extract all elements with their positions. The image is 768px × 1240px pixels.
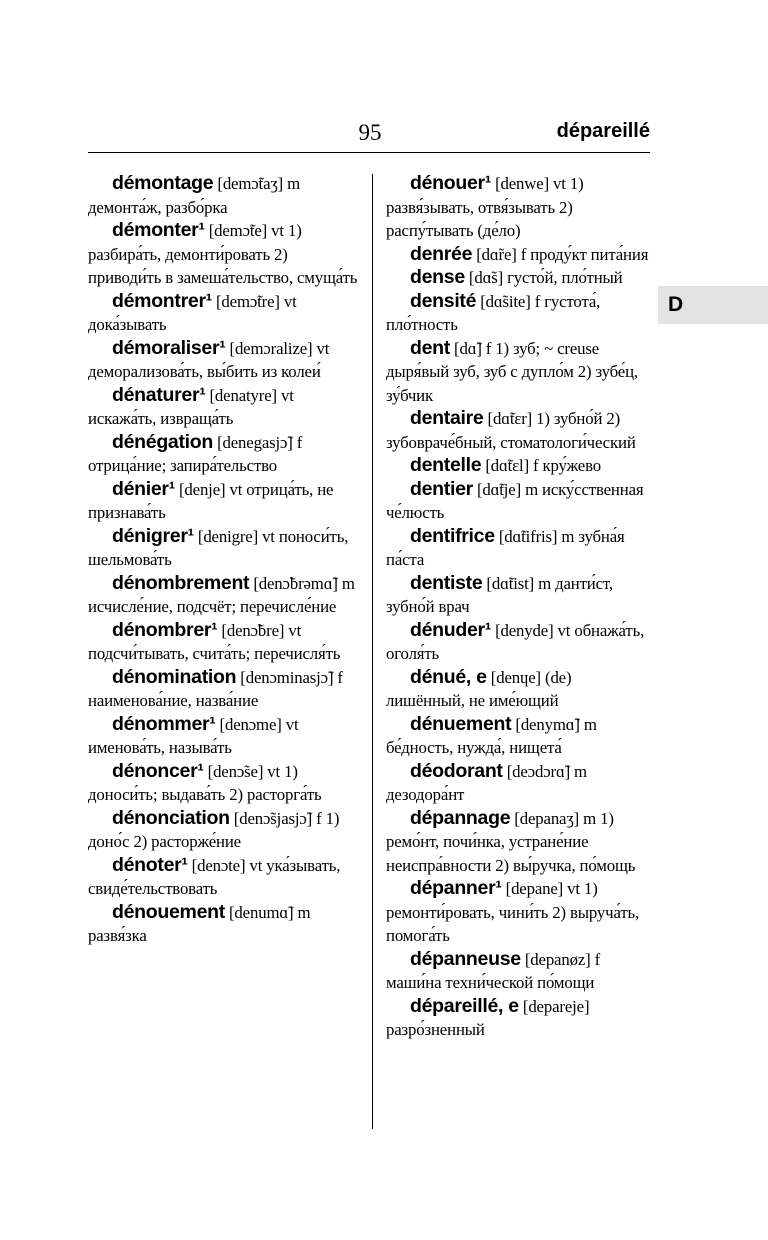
- thumb-index-letter: D: [668, 293, 684, 316]
- entry-body: [denɔ̃bre] vt подсчи́тывать, счита́ть; перечисля́ть: [88, 620, 341, 663]
- dictionary-entry: [88, 478, 360, 525]
- entry-body: [dɑ̃tifris] m зубна́я па́ста: [386, 526, 625, 569]
- dictionary-entry: [88, 384, 360, 431]
- dictionary-entry: [386, 407, 650, 454]
- entry-headword: densité: [410, 289, 477, 312]
- dictionary-entry: [88, 760, 360, 807]
- entry-headword: dénombrer¹: [112, 618, 218, 641]
- dictionary-entry: [386, 995, 650, 1042]
- header-rule: [88, 152, 650, 153]
- dictionary-entry: [386, 172, 650, 243]
- entry-headword: dénoncer¹: [112, 759, 204, 782]
- running-head: dépareillé: [556, 120, 650, 142]
- entry-body: [deɔdɔrɑ̃] m дезодора́нт: [386, 761, 587, 804]
- thumb-index-tab: [658, 286, 768, 324]
- dictionary-entry: [88, 619, 360, 666]
- entry-headword: dépareillé, e: [410, 994, 519, 1017]
- entry-headword: dépanner¹: [410, 877, 502, 899]
- dictionary-entry: [88, 854, 360, 901]
- entry-body: [denɥe] (de) лишённый, не име́ющий: [386, 667, 572, 710]
- dictionary-entry: [386, 243, 650, 267]
- dictionary-entry: [386, 454, 650, 478]
- entry-headword: dénoter¹: [112, 853, 188, 876]
- entry-body: [depanaʒ] m 1) ремо́нт, почи́нка, устране́ние неиспра́вности 2) вы́ручка, по́мощь: [386, 808, 636, 875]
- entry-body: [denymɑ̃] m бе́дность, нужда́, нищета́: [386, 714, 597, 757]
- dictionary-entry: [386, 478, 650, 525]
- dictionary-entry: [88, 666, 360, 713]
- entry-headword: dent: [410, 336, 450, 359]
- entry-headword: dénouer¹: [410, 172, 492, 194]
- entry-headword: dentelle: [410, 454, 482, 476]
- entry-body: [demɔ̃taʒ] m демонта́ж, разбо́рка: [88, 174, 301, 217]
- entry-headword: démoraliser¹: [112, 336, 226, 359]
- dictionary-entry: [88, 525, 360, 572]
- entry-body: [dɑ̃re] f проду́кт пита́ния: [476, 244, 649, 264]
- dictionary-entry: [88, 807, 360, 854]
- entry-body: [depane] vt 1) ремонти́ровать, чини́ть 2) выруча́ть, помога́ть: [386, 879, 640, 945]
- entry-body: [dɑ̃site] f густота́, пло́тность: [386, 291, 601, 334]
- entry-headword: dépannage: [410, 806, 511, 829]
- entry-headword: dénonciation: [112, 806, 230, 829]
- entry-headword: dense: [410, 266, 465, 288]
- entry-body: [depareje] разро́зненный: [386, 996, 590, 1039]
- dictionary-entry: [386, 337, 650, 408]
- entry-body: [depanøz] f маши́на техни́ческой по́мощи: [386, 949, 601, 992]
- entry-headword: dépanneuse: [410, 947, 521, 970]
- entry-headword: dénégation: [112, 430, 214, 453]
- dictionary-entry: [88, 431, 360, 478]
- entry-body: [denigre] vt поноси́ть, шельмова́ть: [88, 526, 349, 569]
- dictionary-entry: [386, 266, 650, 290]
- entry-headword: dénigrer¹: [112, 524, 194, 547]
- entry-headword: dénier¹: [112, 477, 175, 500]
- entry-body: [demɔ̃tre] vt дока́зывать: [88, 291, 297, 334]
- dictionary-entry: [386, 666, 650, 713]
- entry-body: [dɑ̃] f 1) зуб; ~ creuse дыря́вый зуб, зуб с дупло́м 2) зубе́ц, зу́бчик: [386, 338, 638, 405]
- entry-headword: démontrer¹: [112, 289, 212, 312]
- column-divider: [372, 174, 373, 1129]
- dictionary-entry: [88, 219, 360, 290]
- dictionary-entry: [88, 337, 360, 384]
- page-header: [88, 116, 650, 150]
- dictionary-entry: [88, 290, 360, 337]
- entry-body: [dɑ̃s] густо́й, пло́тный: [468, 268, 623, 287]
- entry-headword: dénuder¹: [410, 618, 492, 641]
- entry-body: [denɔme] vt именова́ть, называ́ть: [88, 714, 299, 757]
- dictionary-entry: [88, 713, 360, 760]
- entry-body: [denatyre] vt искажа́ть, извраща́ть: [88, 385, 294, 428]
- dictionary-entry: [386, 713, 650, 760]
- dictionary-entry: [386, 572, 650, 619]
- entry-headword: dentifrice: [410, 524, 495, 547]
- entry-headword: dentier: [410, 477, 473, 500]
- entry-body: [denɔte] vt ука́зывать, свиде́тельствовать: [88, 855, 341, 898]
- entry-body: [dɑ̃tist] m данти́ст, зубно́й врач: [386, 573, 613, 616]
- entry-body: [denumɑ̃] m развя́зка: [88, 902, 311, 945]
- entry-body: [dɑ̃tje] m иску́сственная че́люсть: [386, 479, 644, 522]
- left-column: [88, 172, 360, 948]
- page-number: 95: [358, 120, 382, 145]
- entry-headword: denrée: [410, 242, 473, 265]
- entry-body: [denɔ̃se] vt 1) доноси́ть; выдава́ть 2) расторга́ть: [88, 761, 322, 804]
- dictionary-entry: [88, 901, 360, 948]
- entry-headword: démonter¹: [112, 219, 205, 241]
- entry-body: [dɑ̃tɛl] f кру́жево: [485, 456, 601, 475]
- entry-headword: dentiste: [410, 571, 483, 594]
- entry-headword: dentaire: [410, 407, 484, 429]
- dictionary-entry: [88, 572, 360, 619]
- entry-headword: dénouement: [112, 900, 225, 923]
- entry-headword: démontage: [112, 172, 214, 194]
- entry-headword: dénaturer¹: [112, 383, 206, 406]
- entry-headword: dénué, e: [410, 665, 487, 688]
- entry-headword: dénuement: [410, 712, 512, 735]
- entry-headword: dénombrement: [112, 571, 250, 594]
- entry-body: [denwe] vt 1) развя́зывать, отвя́зывать 2) распу́тывать (де́ло): [386, 174, 584, 240]
- dictionary-entry: [386, 619, 650, 666]
- dictionary-entry: [386, 760, 650, 807]
- dictionary-entry: [386, 290, 650, 337]
- entry-body: [dɑ̃tɛr] 1) зубно́й 2) зубовраче́бный, стоматологи́ческий: [386, 409, 636, 452]
- right-column: [386, 172, 650, 1042]
- entry-body: [denyde] vt обнажа́ть, оголя́ть: [386, 620, 645, 663]
- dictionary-entry: [386, 948, 650, 995]
- entry-body: [denegasjɔ̃] f отрица́ние; запира́тельство: [88, 432, 303, 475]
- entry-headword: déodorant: [410, 759, 503, 782]
- entry-body: [demɔralize] vt деморализова́ть, вы́бить из колеи́: [88, 338, 330, 381]
- entry-body: [denje] vt отрица́ть, не признава́ть: [88, 479, 334, 522]
- entry-headword: dénommer¹: [112, 712, 216, 735]
- dictionary-entry: [386, 877, 650, 948]
- dictionary-entry: [386, 525, 650, 572]
- dictionary-entry: [386, 807, 650, 878]
- entry-headword: dénomination: [112, 665, 237, 688]
- entry-body: [denɔ̃brəmɑ̃] m исчисле́ние, подсчёт; перечисле́ние: [88, 573, 355, 616]
- entry-body: [demɔ̃te] vt 1) разбира́ть, демонти́ровать 2) приводи́ть в замеша́тельство, смуща́ть: [88, 221, 358, 287]
- entry-body: [denɔ̃sjasjɔ̃] f 1) доно́с 2) расторже́ние: [88, 808, 340, 851]
- entry-body: [denɔminasjɔ̃] f наименова́ние, назва́ние: [88, 667, 343, 710]
- dictionary-entry: [88, 172, 360, 219]
